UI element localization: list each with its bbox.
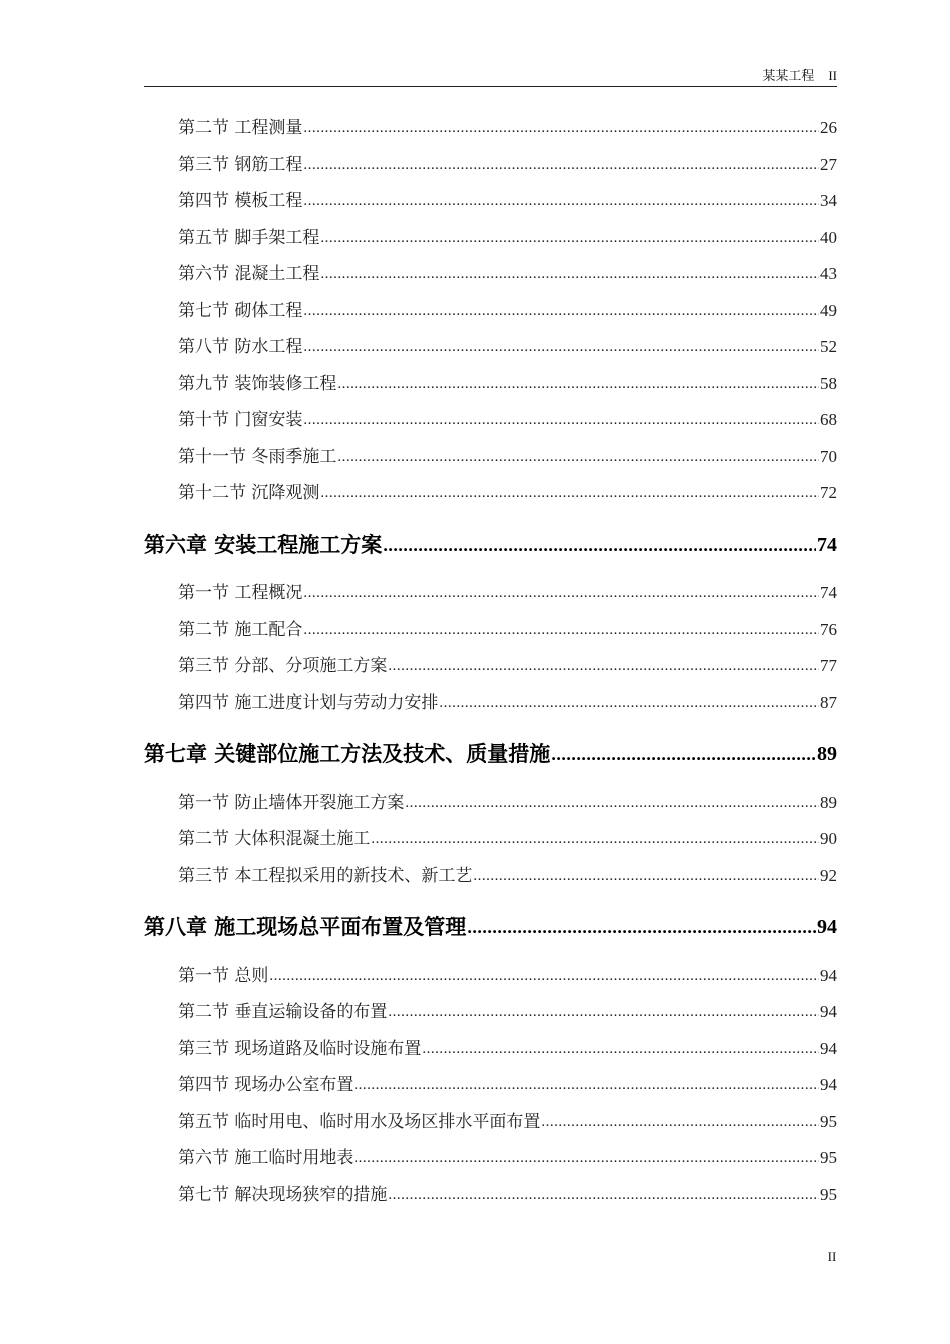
toc-dot-leader (303, 190, 819, 212)
toc-entry-page-number: 95 (820, 1185, 837, 1204)
toc-section-entry[interactable] (178, 1074, 837, 1096)
toc-section-entry[interactable] (178, 865, 837, 887)
toc-chapter-entry[interactable] (144, 913, 837, 941)
footer-page-number: II (827, 1249, 837, 1264)
toc-dot-leader (551, 740, 816, 768)
toc-entry-title: 第一节 工程概况 (178, 583, 303, 603)
toc-dot-leader (388, 1184, 819, 1206)
toc-entry-page-number: 68 (820, 410, 837, 429)
toc-section-entry[interactable] (178, 792, 837, 814)
toc-entry-title: 第三节 钢筋工程 (178, 155, 303, 175)
toc-section-entry[interactable] (178, 300, 837, 322)
toc-entry-title: 第三节 现场道路及临时设施布置 (178, 1039, 422, 1059)
toc-dot-leader (303, 619, 819, 641)
toc-entry-title: 第一节 防止墙体开裂施工方案 (178, 793, 405, 813)
toc-entry-title: 第四节 现场办公室布置 (178, 1075, 354, 1095)
toc-entry-page-number: 49 (820, 301, 837, 320)
toc-entry-page-number: 52 (820, 337, 837, 356)
toc-section-entry[interactable] (178, 582, 837, 604)
toc-dot-leader (303, 117, 819, 139)
toc-section-entry[interactable] (178, 190, 837, 212)
toc-section-entry[interactable] (178, 1111, 837, 1133)
toc-section-entry[interactable] (178, 409, 837, 431)
toc-dot-leader (467, 913, 816, 941)
toc-entry-title: 第七节 解决现场狭窄的措施 (178, 1185, 388, 1205)
toc-section-entry[interactable] (178, 828, 837, 850)
toc-dot-leader (388, 1001, 819, 1023)
toc-entry-page-number: 94 (820, 1075, 837, 1094)
toc-section-entry[interactable] (178, 965, 837, 987)
toc-entry-page-number: 58 (820, 374, 837, 393)
toc-entry-title: 第六章 安装工程施工方案 (144, 532, 383, 557)
toc-dot-leader (405, 792, 819, 814)
toc-entry-page-number: 34 (820, 191, 837, 210)
toc-chapter-entry[interactable] (144, 740, 837, 768)
toc-entry-page-number: 92 (820, 866, 837, 885)
toc-entry-title: 第三节 分部、分项施工方案 (178, 656, 388, 676)
toc-section-entry[interactable] (178, 619, 837, 641)
toc-entry-title: 第七章 关键部位施工方法及技术、质量措施 (144, 741, 551, 766)
toc-entry-title: 第一节 总则 (178, 966, 269, 986)
toc-entry-page-number: 43 (820, 264, 837, 283)
toc-entry-title: 第二节 工程测量 (178, 118, 303, 138)
toc-entry-title: 第四节 施工进度计划与劳动力安排 (178, 693, 439, 713)
toc-dot-leader (422, 1038, 819, 1060)
toc-section-entry[interactable] (178, 1184, 837, 1206)
toc-dot-leader (473, 865, 819, 887)
toc-entry-page-number: 40 (820, 228, 837, 247)
toc-dot-leader (269, 965, 819, 987)
toc-dot-leader (320, 482, 819, 504)
toc-dot-leader (303, 409, 819, 431)
toc-dot-leader (371, 828, 819, 850)
toc-entry-title: 第八节 防水工程 (178, 337, 303, 357)
toc-entry-title: 第六节 施工临时用地表 (178, 1148, 354, 1168)
toc-dot-leader (320, 227, 819, 249)
toc-dot-leader (383, 531, 816, 559)
toc-entry-page-number: 76 (820, 620, 837, 639)
toc-section-entry[interactable] (178, 1038, 837, 1060)
toc-section-entry[interactable] (178, 227, 837, 249)
toc-section-entry[interactable] (178, 446, 837, 468)
toc-section-entry[interactable] (178, 482, 837, 504)
toc-entry-title: 第四节 模板工程 (178, 191, 303, 211)
toc-dot-leader (303, 300, 819, 322)
toc-dot-leader (337, 373, 819, 395)
toc-entry-page-number: 94 (820, 966, 837, 985)
toc-entry-title: 第十节 门窗安装 (178, 410, 303, 430)
page-header (144, 68, 837, 87)
header-text (762, 68, 837, 85)
toc-section-entry[interactable] (178, 1147, 837, 1169)
toc-dot-leader (303, 582, 819, 604)
toc-entry-title: 第二节 大体积混凝土施工 (178, 829, 371, 849)
toc-entry-page-number: 94 (820, 1039, 837, 1058)
toc-entry-page-number: 26 (820, 118, 837, 137)
toc-entry-page-number: 74 (820, 583, 837, 602)
toc-entry-page-number: 74 (817, 534, 837, 556)
toc-section-entry[interactable] (178, 373, 837, 395)
toc-section-entry[interactable] (178, 655, 837, 677)
toc-entry-page-number: 95 (820, 1112, 837, 1131)
toc-entry-title: 第三节 本工程拟采用的新技术、新工艺 (178, 866, 473, 886)
toc-entry-page-number: 89 (817, 743, 837, 765)
toc-dot-leader (439, 692, 819, 714)
toc-entry-title: 第五节 脚手架工程 (178, 228, 320, 248)
toc-entry-page-number: 95 (820, 1148, 837, 1167)
header-page-number: II (828, 68, 837, 83)
toc-section-entry[interactable] (178, 1001, 837, 1023)
toc-dot-leader (354, 1074, 819, 1096)
toc-entry-page-number: 87 (820, 693, 837, 712)
toc-entry-page-number: 70 (820, 447, 837, 466)
toc-entry-title: 第二节 垂直运输设备的布置 (178, 1002, 388, 1022)
toc-dot-leader (388, 655, 819, 677)
toc-section-entry[interactable] (178, 263, 837, 285)
toc-entry-title: 第十二节 沉降观测 (178, 483, 320, 503)
toc-dot-leader (303, 336, 819, 358)
toc-chapter-entry[interactable] (144, 531, 837, 559)
toc-entry-title: 第五节 临时用电、临时用水及场区排水平面布置 (178, 1112, 541, 1132)
toc-entry-title: 第二节 施工配合 (178, 620, 303, 640)
toc-entry-page-number: 90 (820, 829, 837, 848)
toc-entry-title: 第七节 砌体工程 (178, 301, 303, 321)
toc-entry-page-number: 94 (817, 916, 837, 938)
toc-entry-page-number: 72 (820, 483, 837, 502)
toc-entry-page-number: 94 (820, 1002, 837, 1021)
toc-dot-leader (541, 1111, 819, 1133)
toc-dot-leader (354, 1147, 819, 1169)
toc-section-entry[interactable] (178, 692, 837, 714)
toc-section-entry[interactable] (178, 154, 837, 176)
toc-dot-leader (303, 154, 819, 176)
toc-dot-leader (337, 446, 819, 468)
header-title: 某某工程 (762, 69, 815, 84)
toc-entry-title: 第六节 混凝土工程 (178, 264, 320, 284)
toc-section-entry[interactable] (178, 336, 837, 358)
toc-section-entry[interactable] (178, 117, 837, 139)
toc-entry-title: 第九节 装饰装修工程 (178, 374, 337, 394)
toc-entry-page-number: 89 (820, 793, 837, 812)
toc-entry-title: 第十一节 冬雨季施工 (178, 447, 337, 467)
toc-entry-title: 第八章 施工现场总平面布置及管理 (144, 914, 467, 939)
toc-dot-leader (320, 263, 819, 285)
toc-entry-page-number: 77 (820, 656, 837, 675)
toc-entry-page-number: 27 (820, 155, 837, 174)
